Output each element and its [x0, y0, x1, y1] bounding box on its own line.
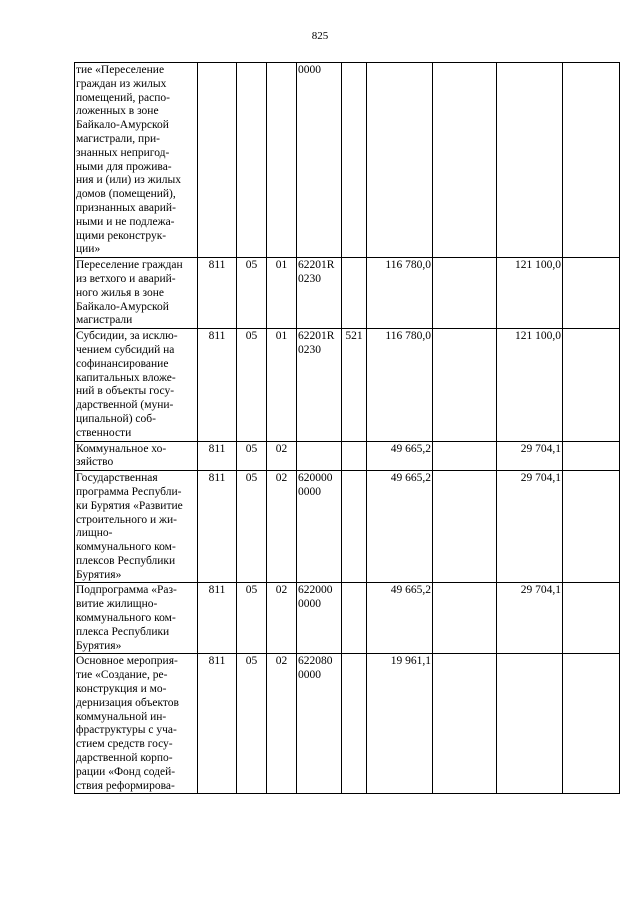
expense-type-code [342, 258, 367, 329]
table-row [75, 471, 620, 583]
row-name: Основное мероприя- тие «Создание, ре- конструкция и мо- дернизация объектов коммунальной ин- фраструктуры с уча- стием средств госу- дарственной корпо- рации «Фонд содей- ствия реформирова- [75, 654, 198, 794]
row-name: Субсидии, за исклю- чением субсидий на софинансирование капитальных вложе- ний в объекты госу- дарственной (муни- ципальной) соб- ственности [75, 329, 198, 441]
subsection-code: 02 [267, 583, 297, 654]
section-code: 05 [237, 441, 267, 471]
subsection-code: 01 [267, 329, 297, 441]
subsection-code [267, 63, 297, 258]
target-article-code: 622000 0000 [297, 583, 342, 654]
section-code: 05 [237, 329, 267, 441]
amount-2 [433, 471, 497, 583]
amount-4 [563, 63, 620, 258]
expense-type-code: 521 [342, 329, 367, 441]
expense-type-code [342, 441, 367, 471]
amount-2 [433, 654, 497, 794]
amount-4 [563, 441, 620, 471]
amount-3: 29 704,1 [497, 471, 563, 583]
ministry-code: 811 [198, 471, 237, 583]
amount-1: 19 961,1 [367, 654, 433, 794]
target-article-code: 62201R 0230 [297, 258, 342, 329]
subsection-code: 02 [267, 441, 297, 471]
amount-2 [433, 329, 497, 441]
amount-1: 116 780,0 [367, 329, 433, 441]
table-row [75, 583, 620, 654]
expense-type-code [342, 471, 367, 583]
page-number: 825 [311, 30, 329, 42]
amount-3: 29 704,1 [497, 441, 563, 471]
section-code: 05 [237, 471, 267, 583]
amount-4 [563, 654, 620, 794]
amount-1: 116 780,0 [367, 258, 433, 329]
row-name: Переселение граждан из ветхого и аварий- ного жилья в зоне Байкало-Амурской магистрали [75, 258, 198, 329]
table-row [75, 63, 620, 258]
amount-1 [367, 63, 433, 258]
ministry-code: 811 [198, 258, 237, 329]
amount-3 [497, 654, 563, 794]
table-row [75, 654, 620, 794]
amount-3: 121 100,0 [497, 329, 563, 441]
subsection-code: 01 [267, 258, 297, 329]
amount-3: 121 100,0 [497, 258, 563, 329]
amount-1: 49 665,2 [367, 441, 433, 471]
expense-type-code [342, 583, 367, 654]
ministry-code: 811 [198, 441, 237, 471]
amount-2 [433, 583, 497, 654]
section-code [237, 63, 267, 258]
table-row [75, 441, 620, 471]
section-code: 05 [237, 583, 267, 654]
amount-1: 49 665,2 [367, 471, 433, 583]
ministry-code [198, 63, 237, 258]
target-article-code [297, 441, 342, 471]
amount-2 [433, 441, 497, 471]
row-name: тие «Переселение граждан из жилых помещений, распо- ложенных в зоне Байкало-Амурской магистрали, при- знанных непригод- ными для прожива- ния и (или) из жилых домов (помещений), признанных аварий- ными и не подлежа- щими реконструк- ции» [75, 63, 198, 258]
budget-table [74, 62, 620, 794]
table-body [75, 63, 620, 794]
ministry-code: 811 [198, 583, 237, 654]
target-article-code: 622080 0000 [297, 654, 342, 794]
amount-4 [563, 583, 620, 654]
amount-3 [497, 63, 563, 258]
amount-2 [433, 63, 497, 258]
expense-type-code [342, 654, 367, 794]
amount-1: 49 665,2 [367, 583, 433, 654]
row-name: Государственная программа Республи- ки Бурятия «Развитие строительного и жи- лищно- коммунального ком- плексов Республики Бурятия» [75, 471, 198, 583]
target-article-code: 62201R 0230 [297, 329, 342, 441]
ministry-code: 811 [198, 329, 237, 441]
amount-4 [563, 471, 620, 583]
table-row [75, 329, 620, 441]
amount-4 [563, 258, 620, 329]
target-article-code: 0000 [297, 63, 342, 258]
section-code: 05 [237, 654, 267, 794]
subsection-code: 02 [267, 471, 297, 583]
target-article-code: 620000 0000 [297, 471, 342, 583]
amount-3: 29 704,1 [497, 583, 563, 654]
table-row [75, 258, 620, 329]
row-name: Подпрограмма «Раз- витие жилищно- коммунального ком- плекса Республики Бурятия» [75, 583, 198, 654]
subsection-code: 02 [267, 654, 297, 794]
amount-4 [563, 329, 620, 441]
expense-type-code [342, 63, 367, 258]
section-code: 05 [237, 258, 267, 329]
ministry-code: 811 [198, 654, 237, 794]
row-name: Коммунальное хо- зяйство [75, 441, 198, 471]
amount-2 [433, 258, 497, 329]
